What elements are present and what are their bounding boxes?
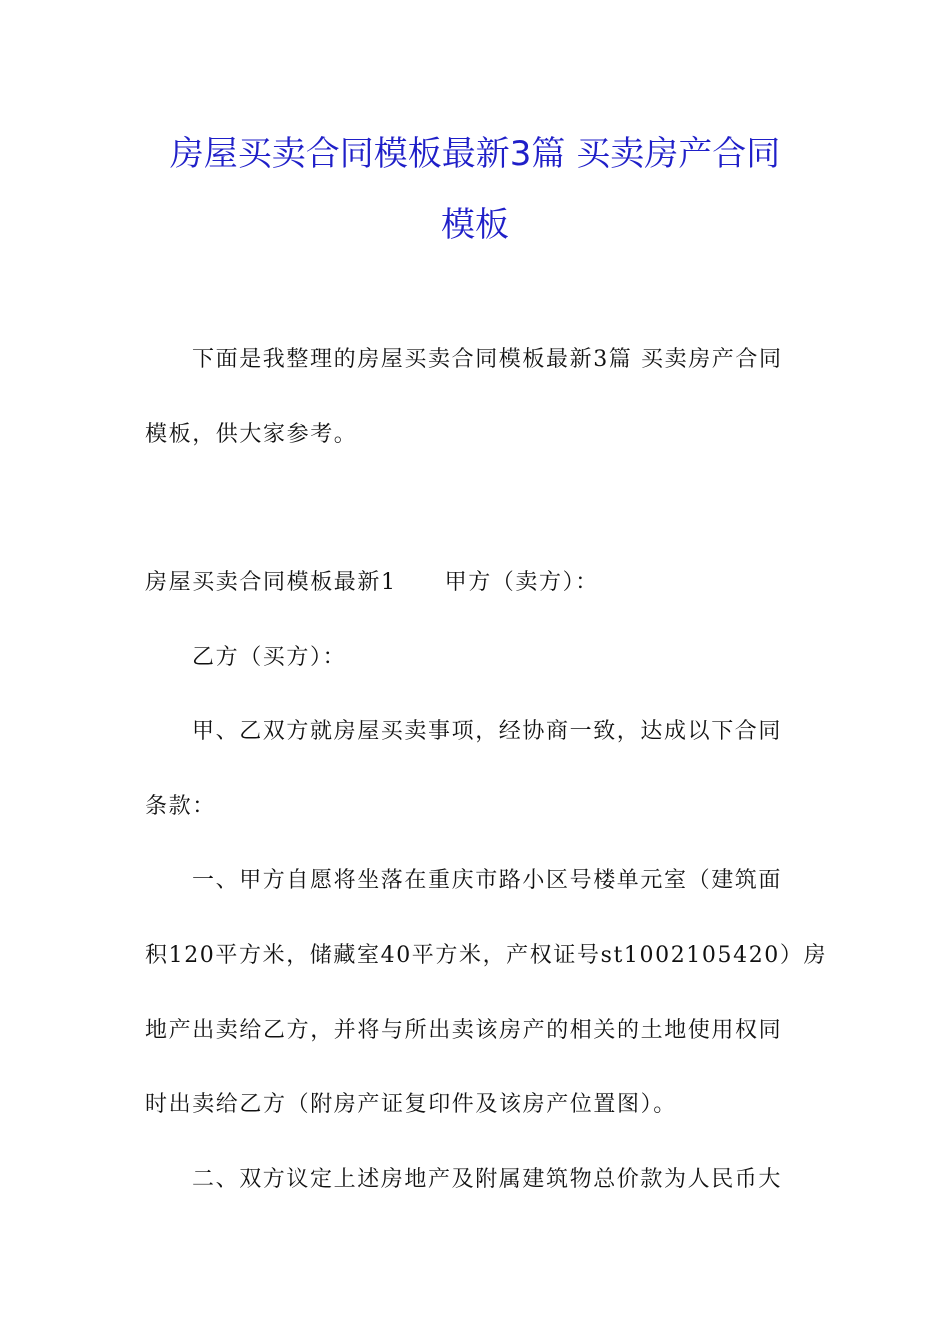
party-b-label: 乙方（买方）： (192, 645, 347, 670)
document-title-line-2: 模板 (441, 205, 509, 245)
clause-1-line-2: 积120平方米，储藏室40平方米，产权证号st1002105420）房 (145, 943, 828, 968)
agreement-line-2: 条款： (145, 794, 216, 819)
party-a-label: 甲方（卖方）： (444, 570, 599, 595)
document-title-line-1: 房屋买卖合同模板最新3篇 买卖房产合同 (169, 134, 781, 174)
clause-2-line-1: 二、双方议定上述房地产及附属建筑物总价款为人民币大 (192, 1167, 783, 1192)
section-1-heading-row (145, 568, 810, 598)
intro-line-1: 下面是我整理的房屋买卖合同模板最新3篇 买卖房产合同 (192, 347, 783, 372)
clause-1-line-4: 时出卖给乙方（附房产证复印件及该房产位置图）。 (145, 1092, 677, 1117)
section-1-heading: 房屋买卖合同模板最新1 (145, 570, 397, 595)
intro-line-2: 模板，供大家参考。 (145, 422, 358, 447)
clause-1-line-3: 地产出卖给乙方，并将与所出卖该房产的相关的土地使用权同 (145, 1018, 783, 1043)
agreement-line-1: 甲、乙双方就房屋买卖事项，经协商一致，达成以下合同 (192, 719, 783, 744)
clause-1-line-1: 一、甲方自愿将坐落在重庆市路小区号楼单元室（建筑面 (192, 868, 783, 893)
